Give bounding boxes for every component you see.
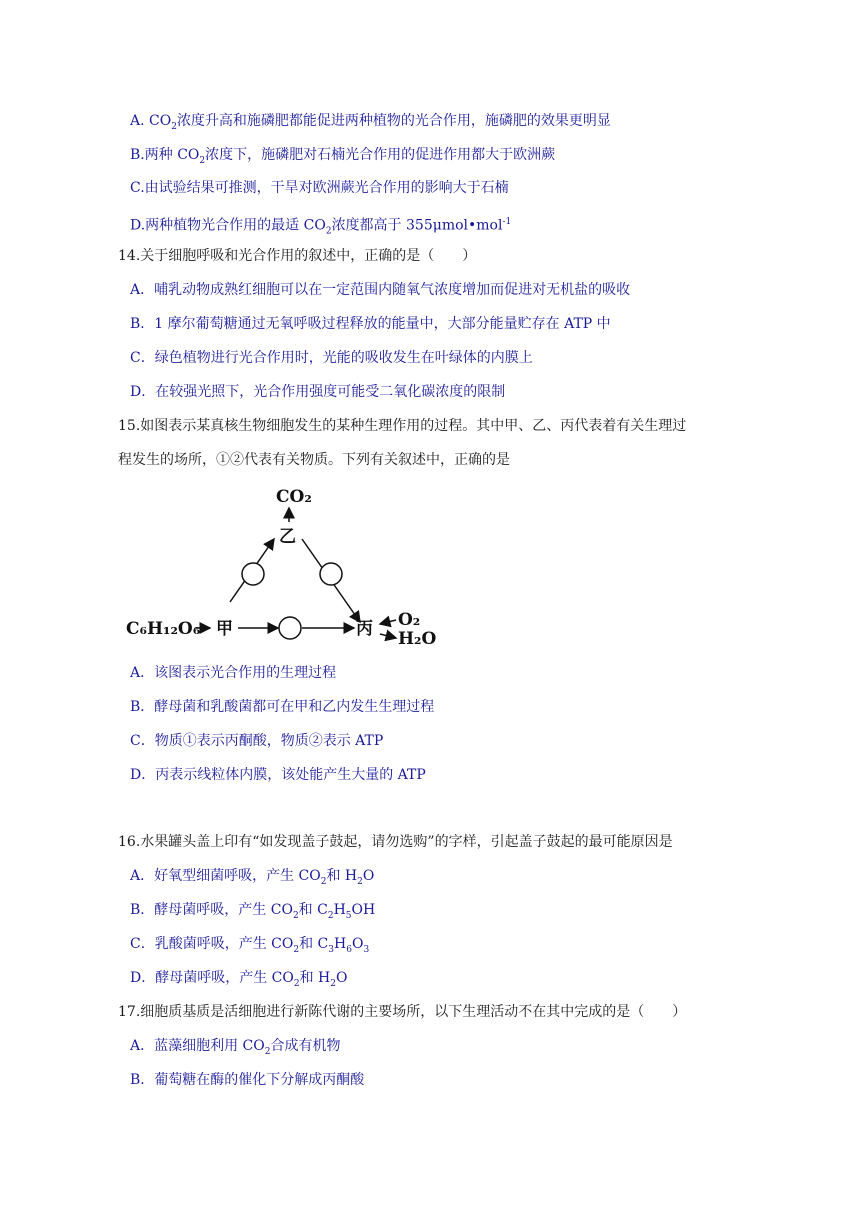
- label-bing: 丙: [356, 619, 373, 639]
- q16-option-d: D．酵母菌呼吸，产生 $CO_2$和 $H_2O$: [130, 970, 348, 989]
- q15-option-c: C．物质①表示丙酮酸，物质②表示 ATP: [130, 733, 384, 749]
- q15-stem-line2: 程发生的场所，①②代表有关物质。下列有关叙述中，正确的是: [118, 452, 510, 468]
- q17-option-b: B．葡萄糖在酶的催化下分解成丙酮酸: [130, 1072, 365, 1088]
- q15-stem-line1: 15.如图表示某真核生物细胞发生的某种生理作用的过程。其中甲、乙、丙代表着有关生理过: [118, 418, 687, 434]
- q13-option-b: B.两种 $CO_2$浓度下，施磷肥对石楠光合作用的促进作用都大于欧洲蕨: [130, 147, 556, 166]
- q15-option-a: A．该图表示光合作用的生理过程: [130, 665, 337, 681]
- q14-option-d: D．在较强光照下，光合作用强度可能受二氧化碳浓度的限制: [130, 384, 506, 400]
- q16-option-a: A．好氧型细菌呼吸，产生 $CO_2$和 $H_2O$: [130, 868, 375, 887]
- q15-option-b: B．酵母菌和乳酸菌都可在甲和乙内发生生理过程: [130, 699, 435, 715]
- q17-stem: 17.细胞质基质是活细胞进行新陈代谢的主要场所，以下生理活动不在其中完成的是（ ）: [118, 1004, 687, 1020]
- arrow-bing-h2o: [380, 634, 396, 638]
- q16-option-b: B．酵母菌呼吸，产生 $CO_2$和 $C_2H_5OH$: [130, 902, 376, 921]
- node-2-bottom: [279, 617, 301, 639]
- node-2-right: [320, 563, 342, 585]
- arrow-o2-bing: [380, 620, 396, 624]
- q13-option-d: D.两种植物光合作用的最适 $CO_2$浓度都高于 355μmol•mol$^{-1}$: [130, 217, 512, 237]
- q13-option-c: C.由试验结果可推测，干旱对欧洲蕨光合作用的影响大于石楠: [130, 180, 509, 196]
- q14-option-b: B．1 摩尔葡萄糖通过无氧呼吸过程释放的能量中，大部分能量贮存在 ATP 中: [130, 316, 611, 332]
- label-o2: O₂: [398, 610, 421, 630]
- q16-stem: 16.水果罐头盖上印有“如发现盖子鼓起，请勿选购”的字样，引起盖子鼓起的最可能原因是: [118, 834, 673, 850]
- label-h2o: H₂O: [398, 629, 437, 647]
- node-1: [242, 563, 264, 585]
- label-glucose: C₆H₁₂O₆: [126, 619, 201, 639]
- q17-option-a: A．蓝藻细胞利用 $CO_2$合成有机物: [130, 1038, 341, 1057]
- label-jia: 甲: [216, 619, 233, 639]
- respiration-diagram: [118, 482, 438, 647]
- q14-stem: 14.关于细胞呼吸和光合作用的叙述中，正确的是（ ）: [118, 248, 477, 264]
- label-yi: 乙: [279, 527, 296, 547]
- label-co2: CO₂: [276, 487, 312, 507]
- q15-option-d: D．丙表示线粒体内膜，该处能产生大量的 ATP: [130, 767, 426, 783]
- q14-option-c: C．绿色植物进行光合作用时，光能的吸收发生在叶绿体的内膜上: [130, 350, 533, 366]
- q14-option-a: A．哺乳动物成熟红细胞可以在一定范围内随氧气浓度增加而促进对无机盐的吸收: [130, 282, 631, 298]
- q13-option-a: A. $CO_2$浓度升高和施磷肥都能促进两种植物的光合作用，施磷肥的效果更明显: [130, 113, 611, 132]
- q16-option-c: C．乳酸菌呼吸，产生 $CO_2$和 $C_3H_6O_3$: [130, 936, 370, 955]
